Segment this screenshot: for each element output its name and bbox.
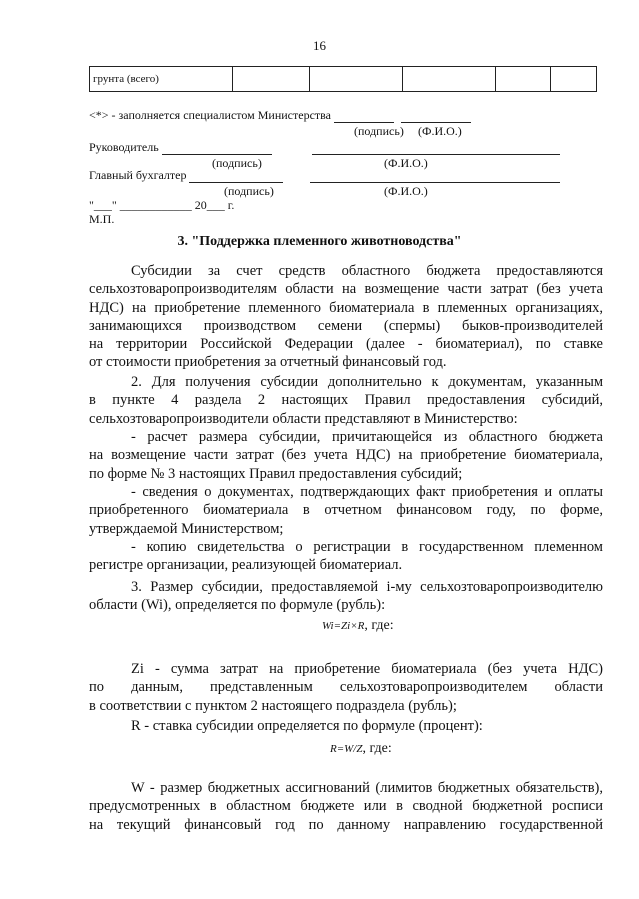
page-number: 16 [313, 38, 326, 53]
note-name-label: (Ф.И.О.) [418, 124, 462, 138]
table-cell [551, 67, 597, 92]
formula-wi [322, 618, 394, 634]
formula-wi-suffix: , где: [364, 618, 394, 633]
paragraph-2b: - сведения о документах, подтверждающих факт приобретения и оплаты приобретенного биоматериала в отчетном финансовом году, по форме, утверждаемой Министерством; [89, 484, 603, 537]
signature-line [334, 122, 394, 123]
accountant-name-line [310, 182, 560, 183]
head-name-line [312, 154, 560, 155]
name-line [401, 122, 471, 123]
note-sign-label: (подпись) [354, 124, 404, 138]
head-sign-caption: (подпись) [212, 156, 262, 170]
head-signature [89, 140, 272, 155]
head-sign-line [162, 154, 272, 155]
table-cell [310, 67, 403, 92]
section-title: 3. "Поддержка племенного животноводства" [177, 234, 462, 249]
table-cell-label: грунта (всего) [90, 67, 233, 92]
paragraph-2c: - копию свидетельства о регистрации в государственном племенном регистре организации, реализующей биоматериал. [89, 539, 603, 574]
soil-table [89, 66, 597, 92]
formula-r-suffix: , где: [362, 741, 392, 756]
accountant-sign-line [189, 182, 283, 183]
formula-wi-expr: Wi=Zi×R [322, 620, 365, 632]
formula-r-expr: R=W/Z [330, 743, 363, 755]
paragraph-2a: - расчет размера субсидии, причитающейся из областного бюджета на возмещение части затрат (без учета НДС) на приобретение биоматериала, по форме № 3 настоящих Правил предоставления субсидий; [89, 429, 603, 482]
paragraph-2: 2. Для получения субсидии дополнительно к документам, указанным в пункте 4 раздела 2 настоящих Правил предоставления субсидий, сельхозтоваропроизводители области представляют в Министерство: [89, 374, 603, 427]
accountant-name-caption: (Ф.И.О.) [384, 184, 428, 198]
zi-definition: Zi - сумма затрат на приобретение биоматериала (без учета НДС) по данным, представленным сельхозтоваропроизводителем области в соответствии с пунктом 2 настоящего подраздела (рубль); [89, 661, 603, 714]
stamp-label: М.П. [89, 212, 115, 226]
r-definition: R - ставка субсидии определяется по формуле (процент): [131, 718, 483, 734]
specialist-note-text: <*> - заполняется специалистом Министерства [89, 108, 331, 122]
table-cell [403, 67, 496, 92]
accountant-label: Главный бухгалтер [89, 168, 187, 182]
paragraph-3: 3. Размер субсидии, предоставляемой i-му сельхозтоваропроизводителю области (Wi), определяется по формуле (рубль): [89, 579, 603, 614]
specialist-note [89, 108, 471, 123]
head-name-caption: (Ф.И.О.) [384, 156, 428, 170]
date-line: "___" ____________ 20___ г. [89, 198, 235, 212]
formula-r [330, 741, 392, 757]
table-cell [233, 67, 310, 92]
w-definition: W - размер бюджетных ассигнований (лимитов бюджетных обязательств), предусмотренных в областном бюджете или в сводной бюджетной росписи на текущий финансовый год по данному направлению государственной [89, 780, 603, 833]
table-cell [496, 67, 551, 92]
accountant-signature [89, 168, 283, 183]
head-label: Руководитель [89, 140, 159, 154]
table-row [90, 67, 597, 92]
accountant-sign-caption: (подпись) [224, 184, 274, 198]
paragraph-1: Субсидии за счет средств областного бюджета предоставляются сельхозтоваропроизводителям области на возмещение части затрат (без учета НДС) на приобретение племенного биоматериала в племенных организациях, занимающихся производством семени (спермы) быков-производителей на территории Российской Федерации (далее - биоматериал), по ставке от стоимости приобретения за отчетный финансовый год. [89, 263, 603, 371]
